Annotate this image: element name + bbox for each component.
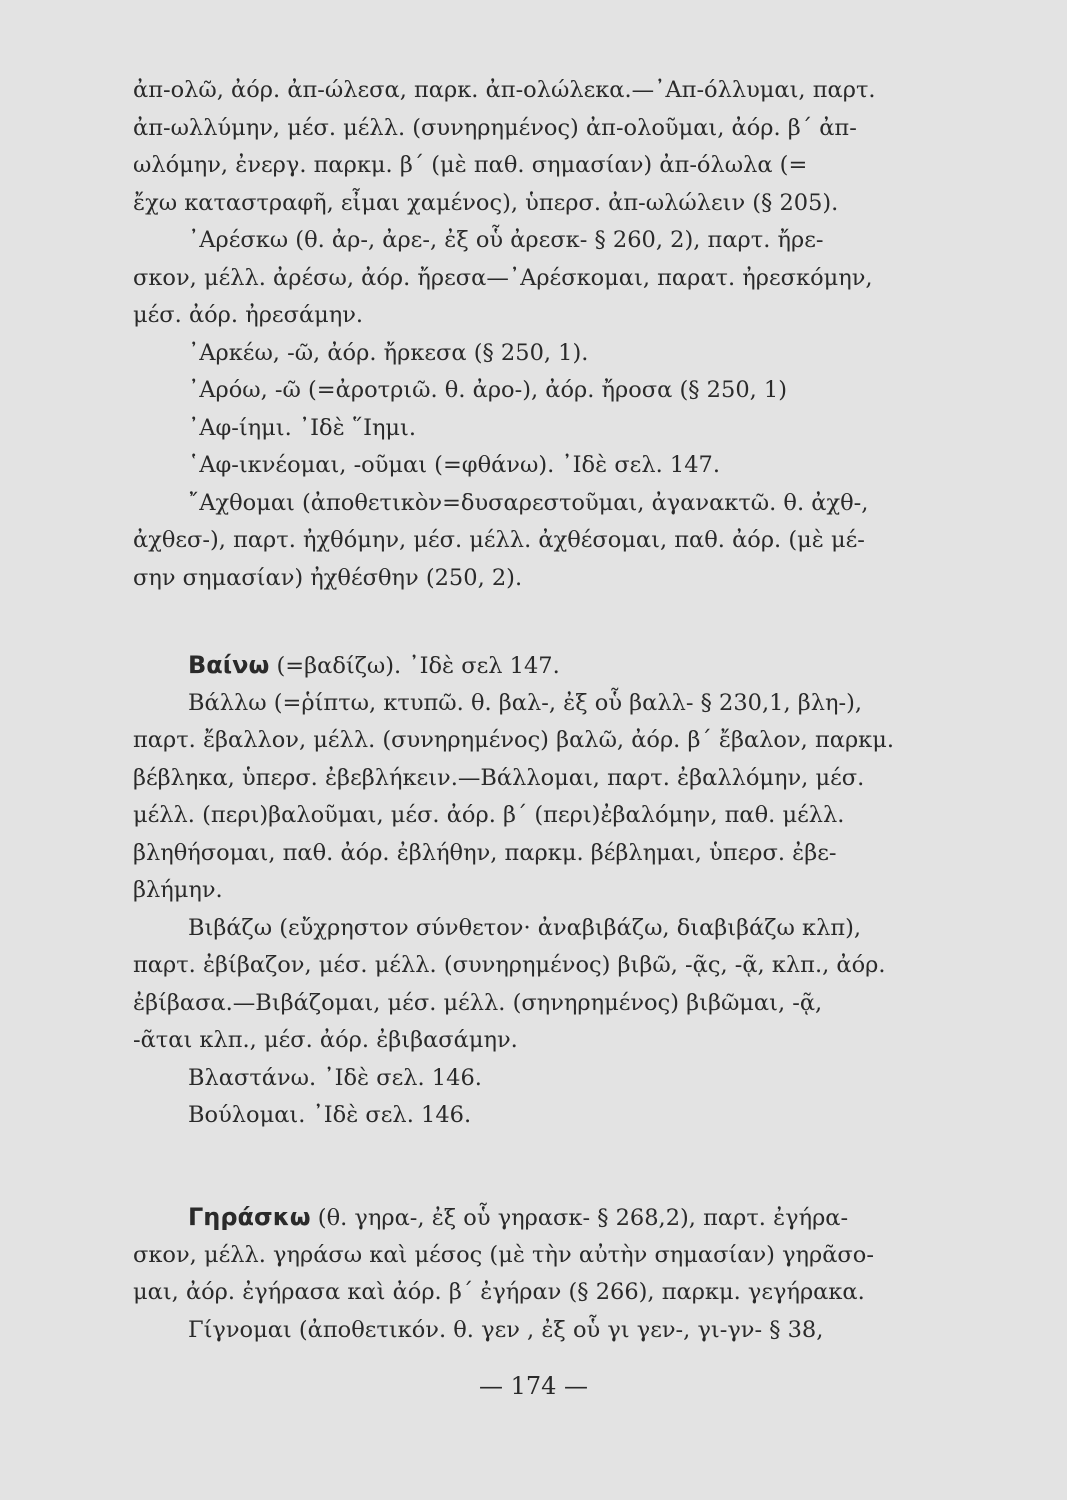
entry-line-areskw: ᾿Αρέσκω (θ. ἀρ-, ἀρε-, ἐξ οὗ ἀρεσκ- § 260, 2), παρτ. ἤρε- bbox=[188, 227, 824, 253]
entry-line-achthomai: ῎Αχθομαι (ἀποθετικὸν=δυσαρεστοῦμαι, ἀγανακτῶ. θ. ἀχθ-, bbox=[188, 489, 869, 516]
section-heading-beta: Βαίνω bbox=[188, 651, 270, 679]
text-line: σην σημασίαν) ἠχθέσθην (250, 2). bbox=[133, 564, 523, 591]
entry-line-gignomai: Γίγνομαι (ἀποθετικόν. θ. γεν , ἐξ οὗ γι γεν-, γι-γν- § 38, bbox=[188, 1316, 824, 1343]
page-number: — 174 — bbox=[478, 1372, 589, 1400]
text-line: μέσ. ἀόρ. ἠρεσάμην. bbox=[133, 302, 364, 328]
heading-rest: (=βαδίζω). ᾿Ιδὲ σελ 147. bbox=[269, 653, 560, 679]
entry-line-arkew: ᾿Αρκέω, -ῶ, ἀόρ. ἤρκεσα (§ 250, 1). bbox=[188, 339, 589, 366]
text-line: βληθήσομαι, παθ. ἀόρ. ἐβλήθην, παρκμ. βέβλημαι, ὑπερσ. ἐβε- bbox=[133, 839, 837, 866]
text-line: σκον, μέλλ. ἀρέσω, ἀόρ. ἤρεσα—᾿Αρέσκομαι, παρατ. ἠρεσκόμην, bbox=[133, 264, 873, 291]
text-line: ωλόμην, ἐνεργ. παρκμ. β΄ (μὲ παθ. σημασίαν) ἀπ-όλωλα (= bbox=[133, 152, 808, 178]
entry-line-boulomai: Βούλομαι. ᾿Ιδὲ σελ. 146. bbox=[188, 1102, 472, 1128]
entry-line-afiemi: ᾿Αφ-ίημι. ᾿Ιδὲ ῞Ιημι. bbox=[188, 414, 417, 441]
text-line: βλήμην. bbox=[133, 877, 223, 903]
text-line: μέλλ. (περι)βαλοῦμαι, μέσ. ἀόρ. β΄ (περι)ἐβαλόμην, παθ. μέλλ. bbox=[133, 802, 845, 828]
text-line: βέβληκα, ὑπερσ. ἐβεβλήκειν.—Βάλλομαι, παρτ. ἐβαλλόμην, μέσ. bbox=[133, 764, 865, 791]
text-line: παρτ. ἐβίβαζον, μέσ. μέλλ. (συνηρημένος) βιβῶ, -ᾷς, -ᾷ, κλπ., ἀόρ. bbox=[133, 952, 886, 978]
text-block-3 bbox=[133, 1199, 971, 1349]
text-line: ἐβίβασα.—Βιβάζομαι, μέσ. μέλλ. (σηνηρημένος) βιβῶμαι, -ᾷ, bbox=[133, 989, 823, 1016]
entry-line-blastanw: Βλαστάνω. ᾿Ιδὲ σελ. 146. bbox=[188, 1064, 482, 1091]
entry-line-ballw: Βάλλω (=ῥίπτω, κτυπῶ. θ. βαλ-, ἐξ οὗ βαλλ- § 230,1, βλη-), bbox=[188, 689, 863, 716]
heading-rest: (θ. γηρα-, ἐξ οὗ γηρασκ- § 268,2), παρτ. ἐγήρα- bbox=[310, 1205, 849, 1231]
entry-line-giraskw bbox=[133, 1199, 971, 1237]
text-line: ἀχθεσ-), παρτ. ἠχθόμην, μέσ. μέλλ. ἀχθέσομαι, παθ. ἀόρ. (μὲ μέ- bbox=[133, 527, 865, 553]
section-heading-gamma: Γηράσκω bbox=[188, 1203, 311, 1231]
text-line: σκον, μέλλ. γηράσω καὶ μέσος (μὲ τὴν αὐτὴν σημασίαν) γηρᾶσο- bbox=[133, 1241, 874, 1268]
text-line: -ᾶται κλπ., μέσ. ἀόρ. ἐβιβασάμην. bbox=[133, 1027, 518, 1053]
entry-line-bainw bbox=[133, 647, 971, 685]
text-line: μαι, ἀόρ. ἐγήρασα καὶ ἀόρ. β΄ ἐγήραν (§ 266), παρκμ. γεγήρακα. bbox=[133, 1279, 865, 1305]
text-line: ἔχω καταστραφῆ, εἶμαι χαμένος), ὑπερσ. ἀπ-ωλώλειν (§ 205). bbox=[133, 189, 839, 216]
text-block-1 bbox=[133, 72, 971, 597]
entry-line-afiknoumai: ῾Αφ-ικνέομαι, -οῦμαι (=φθάνω). ᾿Ιδὲ σελ. 147. bbox=[188, 452, 721, 478]
entry-line-arow: ᾿Αρόω, -ῶ (=ἀροτριῶ. θ. ἀρο-), ἀόρ. ἤροσα (§ 250, 1) bbox=[188, 377, 788, 403]
entry-line-bibazw: Βιβάζω (εὔχρηστον σύνθετον· ἀναβιβάζω, διαβιβάζω κλπ), bbox=[188, 914, 862, 941]
text-line: ἀπ-ολῶ, ἀόρ. ἀπ-ώλεσα, παρκ. ἀπ-ολώλεκα.—᾿Απ-όλλυμαι, παρτ. bbox=[133, 77, 876, 103]
text-line: παρτ. ἔβαλλον, μέλλ. (συνηρημένος) βαλῶ, ἀόρ. β΄ ἔβαλον, παρκμ. bbox=[133, 727, 895, 753]
text-block-2 bbox=[133, 647, 971, 1135]
text-line: ἀπ-ωλλύμην, μέσ. μέλλ. (συνηρημένος) ἀπ-ολοῦμαι, ἀόρ. β΄ ἀπ- bbox=[133, 114, 857, 141]
